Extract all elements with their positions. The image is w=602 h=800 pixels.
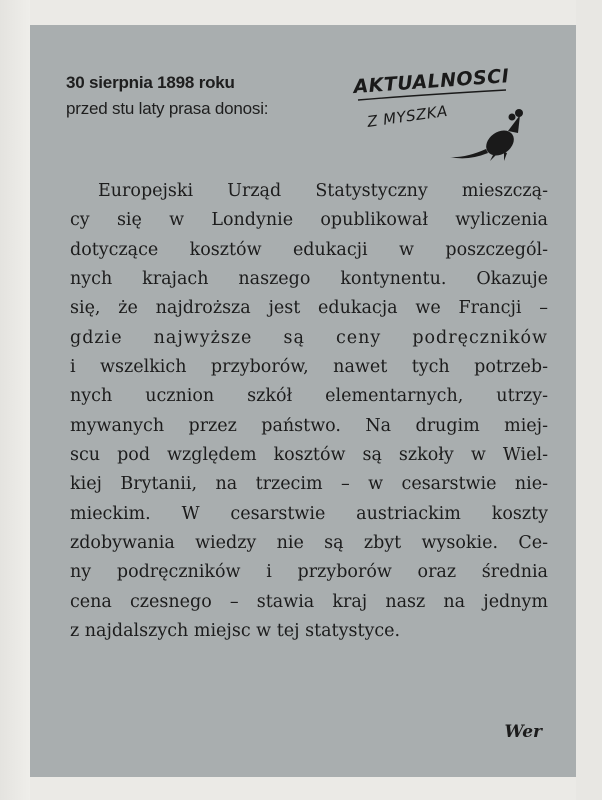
header-subtitle: przed stu laty prasa donosi: — [66, 99, 269, 118]
article-line: cena czesnego – stawia kraj nasz na jednym — [70, 591, 548, 612]
article-line: mywanych przez państwo. Na drugim miej- — [70, 415, 548, 436]
logo-line2: Z MYSZKA — [366, 101, 449, 131]
article-line: scu pod względem kosztów są szkoły w Wiel- — [70, 445, 548, 466]
article-line: ny podręczników i przyborów oraz średnia — [70, 562, 548, 583]
logo-line1: AKTUALNOSCI — [352, 65, 510, 98]
article-line: gdzie najwyższe są ceny podręczników — [70, 327, 548, 348]
article-line: nych krajach naszego kontynentu. Okazuje — [70, 269, 548, 290]
article-line: dotyczące kosztów edukacji w poszczegól- — [70, 239, 548, 260]
article-line: się, że najdroższa jest edukacja we Francji – — [70, 298, 548, 319]
article-line: z najdalszych miejsc w tej statystyce. — [70, 621, 401, 642]
article-line: i wszelkich przyborów, nawet tych potrzeb- — [70, 357, 548, 378]
article-line: Europejski Urząd Statystyczny mieszczą- — [98, 181, 548, 201]
article-body — [70, 177, 548, 647]
article-line: mieckim. W cesarstwie austriackim koszty — [70, 503, 548, 524]
page-margin-left — [0, 0, 30, 800]
article-line: cy się w Londynie opublikował wyliczenia — [70, 210, 548, 231]
mouse-icon — [450, 109, 523, 161]
news-box — [30, 25, 576, 777]
header-date: 30 sierpnia 1898 roku — [66, 73, 235, 92]
author-signature: Wer — [504, 722, 542, 742]
article-line: zdobywania wiedzy nie są zbyt wysokie. Ce- — [70, 533, 548, 554]
article-line: nych ucznion szkół elementarnych, utrzy- — [70, 386, 548, 407]
page-margin-right — [576, 0, 602, 800]
article-line: kiej Brytanii, na trzecim – w cesarstwie nie- — [70, 474, 548, 495]
aktualnosci-z-myszka-logo — [348, 57, 528, 165]
